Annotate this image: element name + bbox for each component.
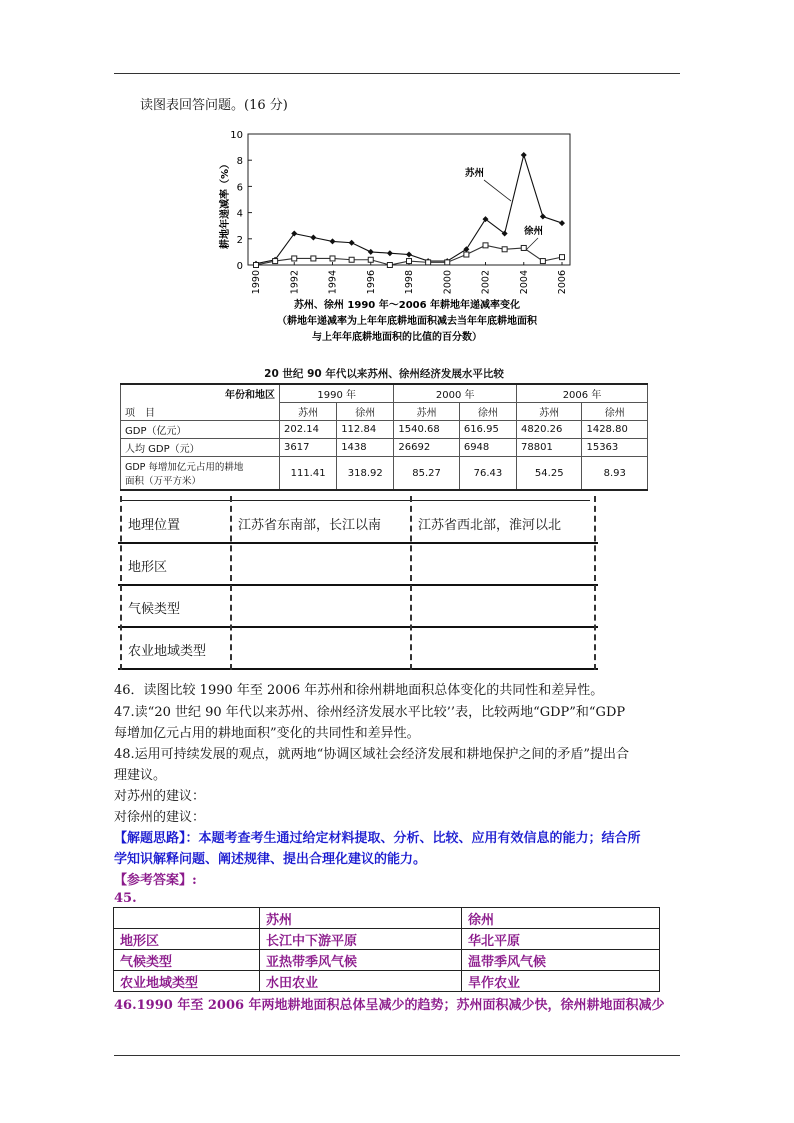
econ-grid xyxy=(120,383,648,491)
econ-row-label-line1: GDP 每增加亿元占用的耕地 xyxy=(125,462,244,473)
econ-cell: 78801 xyxy=(517,439,582,457)
geo-label-location: 地理位置 xyxy=(128,518,181,533)
econ-cell: 112.84 xyxy=(337,421,394,439)
econ-cell: 6948 xyxy=(459,439,516,457)
answer-row xyxy=(114,971,660,992)
geo-table xyxy=(118,496,598,672)
data-point-xuzhou xyxy=(330,256,335,261)
question-46: 46．读图比较 1990 年至 2006 年苏州和徐州耕地面积总体变化的共同性和差异性。 xyxy=(114,683,604,698)
econ-region: 徐州 xyxy=(459,403,516,421)
x-tick-label: 1990 xyxy=(251,270,262,295)
y-tick-label: 8 xyxy=(236,156,243,168)
y-tick-label: 10 xyxy=(230,130,243,141)
econ-year-2000: 2000 年 xyxy=(394,384,517,403)
econ-cell: 85.27 xyxy=(394,457,459,491)
econ-row-label-line2: 面积（万平方米） xyxy=(125,476,202,487)
econ-cell: 318.92 xyxy=(337,457,394,491)
question-47-line1: 47.读“20 世纪 90 年代以来苏州、徐州经济发展水平比较’’表，比较两地“GDP”和“GDP xyxy=(114,705,626,720)
econ-cell: 76.43 xyxy=(459,457,516,491)
answer-cell: 亚热带季风气候 xyxy=(260,950,462,971)
x-tick-label: 2004 xyxy=(518,270,530,295)
data-point-xuzhou xyxy=(502,247,507,252)
data-point-suzhou xyxy=(463,246,469,252)
econ-cell: 15363 xyxy=(582,439,648,457)
chart-ylabel: 耕地年递减率（%） xyxy=(220,158,231,250)
answer-cell: 温带季风气候 xyxy=(462,950,660,971)
data-point-xuzhou xyxy=(387,263,392,268)
answer-cell: 长江中下游平原 xyxy=(260,929,462,950)
data-point-xuzhou xyxy=(426,260,431,265)
answer-row xyxy=(114,929,660,950)
answer-row xyxy=(114,950,660,971)
geo-rule xyxy=(118,626,598,628)
econ-cell: 3617 xyxy=(280,439,337,457)
data-point-suzhou xyxy=(368,249,374,255)
econ-cell: 26692 xyxy=(394,439,459,457)
data-point-suzhou xyxy=(349,240,355,246)
geo-label-climate: 气候类型 xyxy=(128,602,181,617)
data-point-suzhou xyxy=(540,214,546,220)
econ-row-label: 人均 GDP（元） xyxy=(121,439,280,457)
series-leader-suzhou xyxy=(484,180,511,201)
data-point-xuzhou xyxy=(483,243,488,248)
answer-cell xyxy=(114,908,260,929)
series-line-suzhou xyxy=(256,155,562,264)
econ-header-row xyxy=(121,384,648,403)
data-point-xuzhou xyxy=(254,263,259,268)
x-tick-label: 2000 xyxy=(442,270,454,295)
geo-rule xyxy=(122,500,590,501)
data-point-xuzhou xyxy=(540,259,545,264)
data-point-suzhou xyxy=(330,238,336,244)
data-point-xuzhou xyxy=(273,259,278,264)
suzhou-advice-label: 对苏州的建议： xyxy=(114,789,206,804)
answer-cell: 地形区 xyxy=(114,929,260,950)
answer-46: 46.1990 年至 2006 年两地耕地面积总体呈减少的趋势；苏州面积减少快，徐州耕地面积减少 xyxy=(114,998,665,1013)
data-point-xuzhou xyxy=(311,256,316,261)
series-label-suzhou: 苏州 xyxy=(465,168,485,179)
data-point-xuzhou xyxy=(521,245,526,250)
econ-region-row xyxy=(121,403,648,421)
question-48-line1: 48.运用可持续发展的观点，就两地“协调区域社会经济发展和耕地保护之间的矛盾”提出合 xyxy=(114,747,629,762)
data-point-xuzhou xyxy=(464,252,469,257)
line-chart xyxy=(222,122,582,354)
econ-cell: 4820.26 xyxy=(517,421,582,439)
data-point-suzhou xyxy=(406,252,412,258)
footer-rule xyxy=(114,1055,680,1056)
question-48-line2: 理建议。 xyxy=(114,768,167,783)
answer-45-label: 45. xyxy=(114,891,137,906)
data-point-xuzhou xyxy=(368,257,373,262)
econ-region: 苏州 xyxy=(280,403,337,421)
geo-suzhou-location: 江苏省东南部，长江以南 xyxy=(238,518,382,533)
y-tick-label: 0 xyxy=(236,261,243,272)
analysis-line2: 学知识解释问题、阐述规律、提出合理化建议的能力。 xyxy=(114,852,427,867)
intro-text: 读图表回答问题。(16 分) xyxy=(140,98,288,113)
x-tick-label: 2002 xyxy=(480,270,492,295)
econ-cell: 1540.68 xyxy=(394,421,459,439)
econ-row-gdp-per-capita xyxy=(121,439,648,457)
econ-cell: 54.25 xyxy=(517,457,582,491)
answer-header-row xyxy=(114,908,660,929)
y-tick-label: 6 xyxy=(236,182,243,194)
data-point-xuzhou xyxy=(560,255,565,260)
series-leader-xuzhou xyxy=(526,238,538,250)
x-tick-label: 2006 xyxy=(557,270,568,295)
econ-year-2006: 2006 年 xyxy=(517,384,648,403)
question-47-line2: 每增加亿元占用的耕地面积”变化的共同性和差异性。 xyxy=(114,726,420,741)
econ-row-label xyxy=(121,457,280,491)
geo-divider xyxy=(230,496,232,670)
geo-rule xyxy=(118,542,598,544)
econ-region: 苏州 xyxy=(394,403,459,421)
answer-cell: 徐州 xyxy=(462,908,660,929)
econ-cell: 202.14 xyxy=(280,421,337,439)
data-point-suzhou xyxy=(521,152,527,158)
econ-cell: 111.41 xyxy=(280,457,337,491)
geo-rule xyxy=(118,584,598,586)
econ-region: 徐州 xyxy=(582,403,648,421)
data-point-xuzhou xyxy=(407,259,412,264)
x-tick-label: 1992 xyxy=(289,270,301,295)
econ-row-label: GDP（亿元） xyxy=(121,421,280,439)
econ-cell: 1428.80 xyxy=(582,421,648,439)
answer-cell: 苏州 xyxy=(260,908,462,929)
y-tick-label: 4 xyxy=(236,208,243,220)
geo-divider xyxy=(594,496,596,670)
data-point-xuzhou xyxy=(292,256,297,261)
econ-table-title: 20 世纪 90 年代以来苏州、徐州经济发展水平比较 xyxy=(264,368,504,380)
x-tick-label: 1994 xyxy=(327,270,339,295)
geo-xuzhou-location: 江苏省西北部，淮河以北 xyxy=(418,518,562,533)
answer-cell: 气候类型 xyxy=(114,950,260,971)
chart-note-1: （耕地年递减率为上年年底耕地面积减去当年年底耕地面积 xyxy=(277,316,537,327)
x-tick-label: 1998 xyxy=(404,270,415,295)
chart-note-2: 与上年年底耕地面积的比值的百分数） xyxy=(312,332,482,343)
data-point-xuzhou xyxy=(445,260,450,265)
geo-rule xyxy=(118,668,598,670)
econ-corner-bottom: 项 目 xyxy=(121,403,280,421)
econ-cell: 616.95 xyxy=(459,421,516,439)
answer-cell: 华北平原 xyxy=(462,929,660,950)
chart-title: 苏州、徐州 1990 年～2006 年耕地年递减率变化 xyxy=(293,300,521,311)
data-point-suzhou xyxy=(310,234,316,240)
answer-table xyxy=(113,907,660,992)
header-rule xyxy=(114,73,680,74)
series-label-xuzhou: 徐州 xyxy=(524,226,544,237)
answer-heading: 【参考答案】: xyxy=(114,873,197,888)
answer-cell: 旱作农业 xyxy=(462,971,660,992)
econ-year-1990: 1990 年 xyxy=(280,384,394,403)
xuzhou-advice-label: 对徐州的建议： xyxy=(114,810,206,825)
econ-cell: 1438 xyxy=(337,439,394,457)
geo-divider xyxy=(120,496,122,670)
econ-cell: 8.93 xyxy=(582,457,648,491)
econ-region: 苏州 xyxy=(517,403,582,421)
econ-corner-top: 年份和地区 xyxy=(121,384,280,403)
chart-svg xyxy=(222,122,582,354)
y-tick-label: 2 xyxy=(236,234,243,246)
analysis-line1: 【解题思路】：本题考查考生通过给定材料提取、分析、比较、应用有效信息的能力；结合所 xyxy=(114,831,641,846)
geo-label-terrain: 地形区 xyxy=(128,560,168,575)
answer-cell: 水田农业 xyxy=(260,971,462,992)
x-tick-label: 1996 xyxy=(365,270,377,295)
geo-divider xyxy=(410,496,412,670)
econ-table xyxy=(120,365,648,491)
data-point-suzhou xyxy=(387,250,393,256)
geo-label-agriculture: 农业地域类型 xyxy=(128,644,207,659)
econ-row-gdp xyxy=(121,421,648,439)
answer-cell: 农业地域类型 xyxy=(114,971,260,992)
data-point-xuzhou xyxy=(349,257,354,262)
econ-row-land-use xyxy=(121,457,648,491)
econ-region: 徐州 xyxy=(337,403,394,421)
data-point-suzhou xyxy=(559,220,565,226)
